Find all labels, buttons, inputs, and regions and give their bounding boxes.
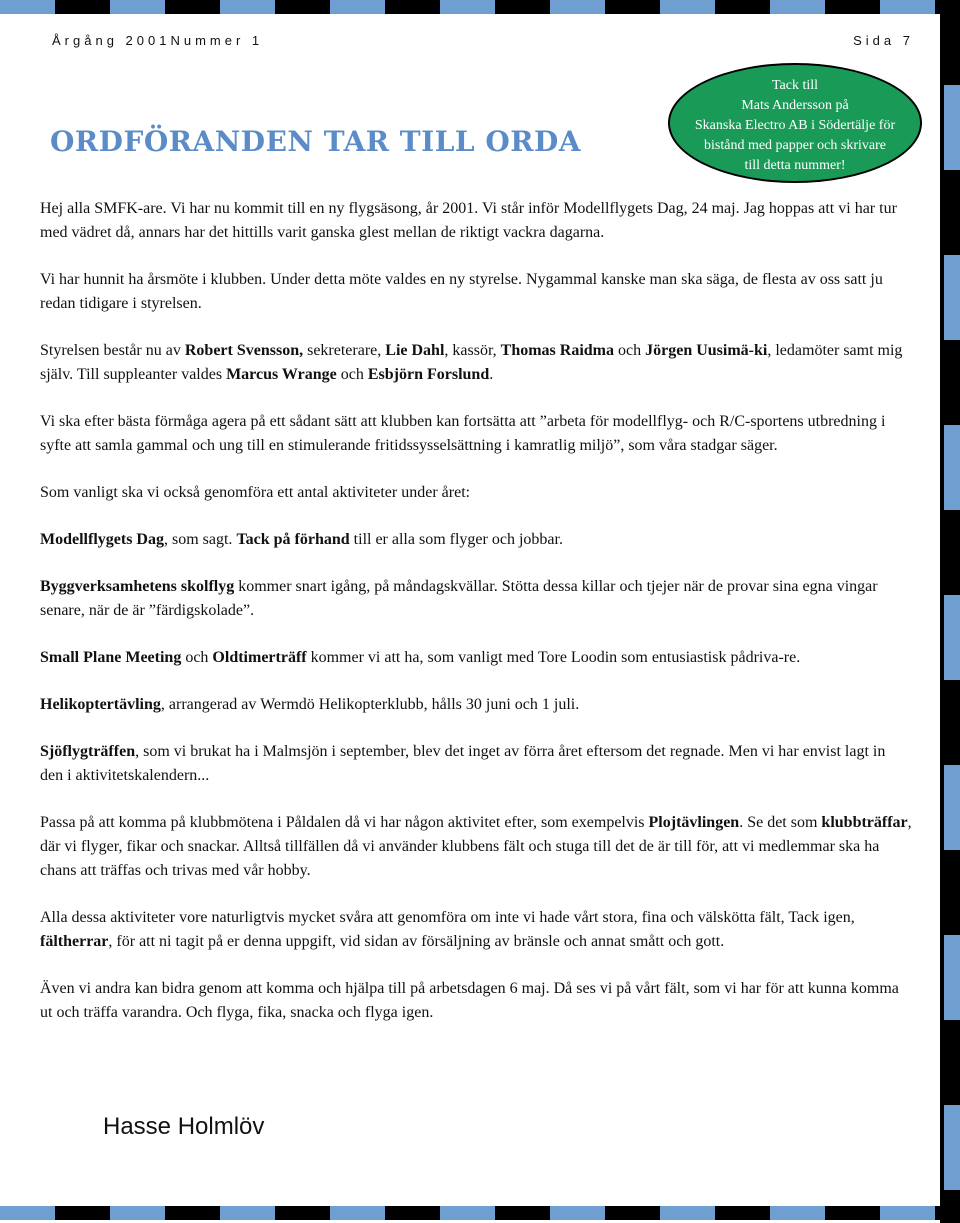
text-run: , för att ni tagit på er denna uppgift, vid sidan av försäljning av bränsle och annat smått och gott. — [108, 933, 725, 950]
thanks-callout — [668, 63, 922, 183]
bold-text: Esbjörn Forslund — [367, 366, 490, 383]
bold-text: Lie Dahl — [385, 342, 445, 359]
paragraph — [40, 268, 912, 316]
paragraph — [40, 811, 912, 883]
text-run: . — [489, 366, 494, 383]
bold-text: Oldtimerträff — [212, 649, 307, 666]
text-run: Styrelsen består nu av — [40, 342, 185, 359]
paragraph — [40, 906, 912, 954]
bold-text: Sjöflygträffen — [40, 743, 136, 760]
text-run: sekreterare, — [303, 342, 386, 359]
bold-text: Jörgen Uusimä-ki — [645, 342, 768, 359]
bold-text: Modellflygets Dag — [40, 531, 164, 548]
text-run: och — [181, 649, 213, 666]
text-run: och — [336, 366, 368, 383]
article-title: ORDFÖRANDEN TAR TILL ORDA — [50, 125, 582, 158]
text-run: Alla dessa aktiviteter vore naturligtvis mycket svåra att genomföra om inte vi hade vårt stora, fina och välskötta fält, Tack igen, — [40, 909, 855, 926]
callout-line: Skanska Electro AB i Södertälje för — [694, 118, 896, 133]
text-run: Som vanligt ska vi också genomföra ett antal aktiviteter under året: — [40, 484, 471, 501]
issue-label: Årgång 2001Nummer 1 — [52, 33, 264, 48]
text-run: kommer vi att ha, som vanligt med Tore Loodin som entusiastisk pådriva-re. — [306, 649, 801, 666]
right-border — [944, 0, 960, 1223]
text-run: , arrangerad av Wermdö Helikopterklubb, hålls 30 juni och 1 juli. — [160, 696, 580, 713]
text-run: Vi ska efter bästa förmåga agera på ett sådant sätt att klubben kan fortsätta att ”arbeta för modellflyg- och R/C-sportens utbredning i syfte att samla gammal och ung till en stimulerande fritidssysselsättning i kamratlig miljö”, som våra stadgar säger. — [40, 413, 886, 454]
top-border — [0, 0, 945, 14]
text-run: . Se det som — [739, 814, 822, 831]
text-run: Även vi andra kan bidra genom att komma och hjälpa till på arbetsdagen 6 maj. Då ses vi på vårt fält, som vi har för att kunna komma ut och träffa varandra. Och flyga, fika, snacka och flyga igen. — [40, 980, 899, 1021]
bold-text: Helikoptertävling — [40, 696, 161, 713]
text-run: , ledamöter samt mig själv. Till suppleanter valdes — [40, 342, 903, 383]
callout-line: bistånd med papper och skrivare — [704, 138, 886, 153]
page-header — [52, 33, 914, 48]
page-number: Sida 7 — [853, 33, 914, 48]
text-run: , som sagt. — [163, 531, 237, 548]
bold-text: Plojtävlingen — [648, 814, 740, 831]
paragraph — [40, 740, 912, 788]
paragraph — [40, 575, 912, 623]
bold-text: klubbträffar — [821, 814, 908, 831]
callout-line: till detta nummer! — [744, 158, 846, 173]
paragraph — [40, 197, 912, 245]
bold-text: Byggverksamhetens skolflyg — [40, 578, 235, 595]
paragraph — [40, 339, 912, 387]
bold-text: Small Plane Meeting — [40, 649, 182, 666]
bold-text: Marcus Wrange — [226, 366, 337, 383]
text-run: , kassör, — [444, 342, 501, 359]
paragraph — [40, 977, 912, 1025]
bottom-border — [0, 1206, 945, 1220]
text-run: Vi har hunnit ha årsmöte i klubben. Under detta möte valdes en ny styrelse. Nygammal kanske man ska säga, de flesta av oss satt ju redan tidigare i styrelsen. — [40, 271, 883, 312]
signature: Hasse Holmlöv — [103, 1113, 265, 1140]
paragraph — [40, 693, 912, 717]
paragraph — [40, 481, 912, 505]
paragraph — [40, 646, 912, 670]
paragraph — [40, 528, 912, 552]
text-run: till er alla som flyger och jobbar. — [349, 531, 563, 548]
text-run: Hej alla SMFK-are. Vi har nu kommit till en ny flygsäsong, år 2001. Vi står inför Modellflygets Dag, 24 maj. Jag hoppas att vi har tur med vädret då, annars har det hittills varit ganska glest mellan de riktigt vackra dagarna. — [40, 200, 897, 241]
bold-text: Robert Svensson, — [184, 342, 304, 359]
callout-line: Tack till — [771, 78, 819, 93]
bold-text: Tack på förhand — [236, 531, 350, 548]
text-run: Passa på att komma på klubbmötena i Påldalen då vi har någon aktivitet efter, som exempelvis — [40, 814, 649, 831]
article-body — [40, 197, 912, 1048]
callout-line: Mats Andersson på — [741, 98, 849, 113]
paragraph — [40, 410, 912, 458]
bold-text: fältherrar — [40, 933, 109, 950]
text-run: kommer snart igång, på måndagskvällar. Stötta dessa killar och tjejer när de provar sina egna vingar senare, när de är ”färdigskolade”. — [40, 578, 878, 619]
text-run: , som vi brukat ha i Malmsjön i september, blev det inget av förra året eftersom det regnade. Men vi har envist lagt in den i aktivitetskalendern... — [40, 743, 886, 784]
bold-text: Thomas Raidma — [500, 342, 614, 359]
text-run: och — [614, 342, 646, 359]
text-run: , där vi flyger, fikar och snackar. Alltså tillfällen då vi använder klubbens fält och stuga till det de är till för, att vi medlemmar ska ha chans att träffas och trivas med vår hobby. — [40, 814, 912, 879]
